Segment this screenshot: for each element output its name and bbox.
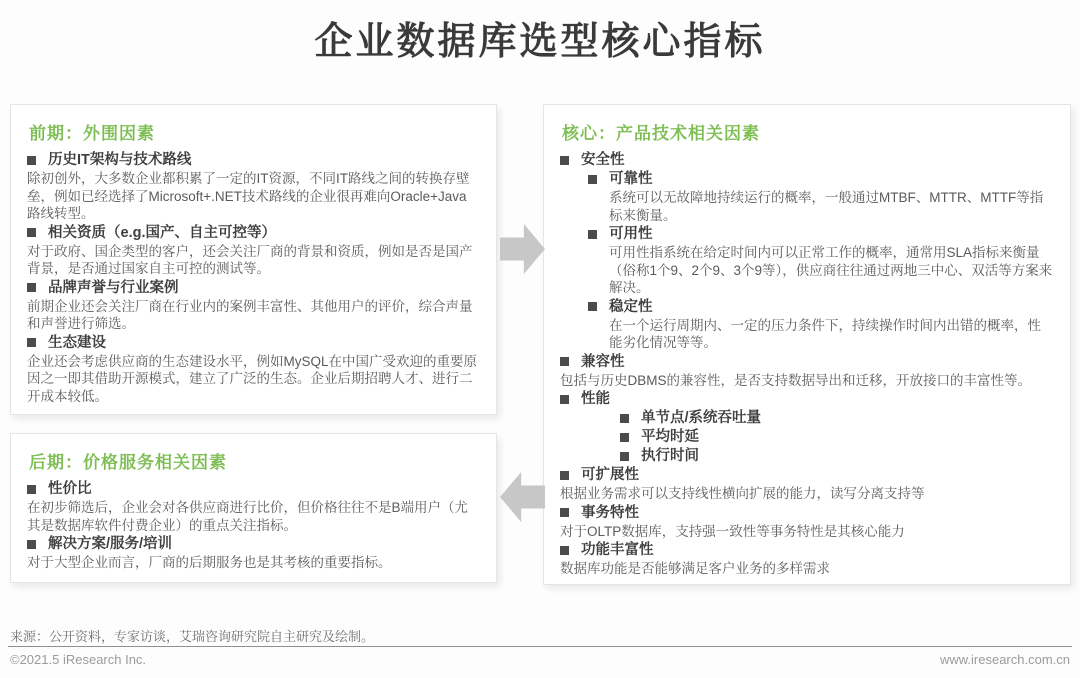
item-label: 稳定性 bbox=[609, 298, 653, 315]
item-label-row bbox=[27, 279, 480, 297]
item-label: 可用性 bbox=[609, 226, 653, 242]
item-description: 对于政府、国企类型的客户，还会关注厂商的背景和资质，例如是否是国产背景，是否通过国家自主可控的测试等。 bbox=[27, 243, 473, 276]
item-label: 解决方案/服务/培训 bbox=[48, 536, 173, 552]
post-phase-panel bbox=[10, 433, 497, 583]
square-bullet-icon bbox=[588, 302, 597, 311]
square-bullet-icon bbox=[560, 395, 569, 404]
item-label-row bbox=[588, 225, 1054, 243]
pre-phase-item-list bbox=[27, 151, 480, 405]
item-label: 历史IT架构与技术路线 bbox=[48, 152, 192, 168]
list-item bbox=[620, 409, 1054, 427]
square-bullet-icon bbox=[560, 471, 569, 480]
item-label-row bbox=[27, 535, 480, 553]
arrow-right-icon bbox=[500, 224, 545, 274]
item-description: 系统可以无故障地持续运行的概率，一般通过MTBF、MTTR、MTTF等指标来衡量。 bbox=[609, 190, 1044, 223]
item-label-row bbox=[560, 151, 1054, 169]
arrow-left-icon bbox=[500, 472, 545, 522]
item-label-row bbox=[620, 409, 1054, 427]
copyright-text: ©2021.5 iResearch Inc. bbox=[10, 652, 147, 667]
item-label-row bbox=[620, 428, 1054, 446]
item-description: 根据业务需求可以支持线性横向扩展的能力，读写分离支持等 bbox=[560, 486, 925, 501]
post-phase-header: 后期：价格服务相关因素 bbox=[29, 453, 227, 472]
list-item bbox=[560, 504, 1054, 541]
item-label: 平均时延 bbox=[641, 429, 699, 445]
list-item bbox=[27, 480, 480, 534]
item-label: 生态建设 bbox=[48, 334, 106, 351]
square-bullet-icon bbox=[27, 338, 36, 347]
item-label-row bbox=[560, 466, 1054, 484]
list-item bbox=[27, 224, 480, 278]
item-description: 可用性指系统在给定时间内可以正常工作的概率，通常用SLA指标来衡量（俗称1个9、2个9、3个9等），供应商往往通过两地三中心、双活等方案来解决。 bbox=[609, 245, 1053, 295]
list-item bbox=[560, 353, 1054, 390]
item-label: 相关资质（e.g.国产、自主可控等） bbox=[48, 224, 276, 241]
item-description: 包括与历史DBMS的兼容性，是否支持数据导出和迁移，开放接口的丰富性等。 bbox=[560, 372, 1032, 388]
item-label: 性能 bbox=[581, 391, 610, 407]
item-description: 对于大型企业而言，厂商的后期服务也是其考核的重要指标。 bbox=[27, 555, 392, 570]
square-bullet-icon bbox=[620, 414, 629, 423]
pre-phase-header: 前期：外围因素 bbox=[29, 124, 155, 143]
square-bullet-icon bbox=[588, 175, 597, 184]
item-label: 功能丰富性 bbox=[581, 542, 654, 558]
list-item bbox=[27, 334, 480, 406]
item-label: 可扩展性 bbox=[581, 467, 639, 483]
item-label-row bbox=[560, 390, 1054, 408]
item-label-row bbox=[588, 298, 1054, 316]
item-label-row bbox=[27, 224, 480, 242]
item-label: 品牌声誉与行业案例 bbox=[48, 279, 179, 296]
list-item bbox=[27, 279, 480, 333]
list-item bbox=[588, 225, 1054, 297]
item-description: 除初创外，大多数企业都积累了一定的IT资源，不同IT路线之间的转换存壁垒，例如已经选择了Microsoft+.NET技术路线的企业很再难向Oracle+Java路线转型。 bbox=[27, 171, 470, 221]
page-title: 企业数据库选型核心指标 bbox=[314, 21, 766, 63]
list-item bbox=[620, 447, 1054, 465]
footer-divider bbox=[8, 646, 1072, 647]
list-item bbox=[560, 541, 1054, 578]
core-factors-item-list bbox=[560, 151, 1054, 578]
source-note: 来源：公开资料，专家访谈，艾瑞咨询研究院自主研究及绘制。 bbox=[10, 629, 375, 644]
square-bullet-icon bbox=[560, 546, 569, 555]
item-description: 对于OLTP数据库，支持强一致性等事务特性是其核心能力 bbox=[560, 523, 905, 539]
item-label-row bbox=[27, 151, 480, 169]
item-label: 可靠性 bbox=[609, 171, 653, 187]
square-bullet-icon bbox=[560, 156, 569, 165]
item-label-row bbox=[588, 170, 1054, 188]
item-label-row bbox=[560, 353, 1054, 371]
item-description: 在初步筛选后，企业会对各供应商进行比价，但价格往往不是B端用户（尤其是数据库软件付费企业）的重点关注指标。 bbox=[27, 500, 469, 533]
item-label: 安全性 bbox=[581, 152, 625, 168]
list-item bbox=[560, 151, 1054, 169]
square-bullet-icon bbox=[560, 357, 569, 366]
item-description: 数据库功能是否能够满足客户业务的多样需求 bbox=[560, 561, 830, 576]
item-label: 执行时间 bbox=[641, 448, 699, 464]
square-bullet-icon bbox=[27, 283, 36, 292]
item-label-row bbox=[560, 541, 1054, 559]
item-label-row bbox=[27, 480, 480, 498]
list-item bbox=[27, 535, 480, 572]
item-label: 单节点/系统吞吐量 bbox=[641, 410, 762, 426]
list-item bbox=[588, 170, 1054, 224]
item-description: 在一个运行周期内、一定的压力条件下，持续操作时间内出错的概率，性能劣化情况等等。 bbox=[609, 317, 1041, 350]
square-bullet-icon bbox=[620, 433, 629, 442]
list-item bbox=[588, 298, 1054, 352]
item-label-row bbox=[620, 447, 1054, 465]
list-item bbox=[620, 428, 1054, 446]
post-phase-item-list bbox=[27, 480, 480, 572]
square-bullet-icon bbox=[27, 485, 36, 494]
square-bullet-icon bbox=[27, 228, 36, 237]
item-label-row bbox=[560, 504, 1054, 522]
pre-phase-panel bbox=[10, 104, 497, 415]
core-factors-panel bbox=[543, 104, 1071, 585]
item-label: 性价比 bbox=[48, 481, 92, 497]
website-text: www.iresearch.com.cn bbox=[939, 652, 1070, 667]
item-label-row bbox=[27, 334, 480, 352]
square-bullet-icon bbox=[620, 452, 629, 461]
list-item bbox=[27, 151, 480, 223]
list-item bbox=[560, 390, 1054, 408]
item-description: 企业还会考虑供应商的生态建设水平，例如MySQL在中国广受欢迎的重要原因之一即其借助开源模式，建立了广泛的生态。企业后期招聘人才、进行二开成本较低。 bbox=[27, 353, 478, 404]
square-bullet-icon bbox=[560, 508, 569, 517]
list-item bbox=[560, 466, 1054, 503]
item-label: 事务特性 bbox=[581, 504, 639, 521]
item-description: 前期企业还会关注厂商在行业内的案例丰富性、其他用户的评价，综合声量和声誉进行筛选。 bbox=[27, 298, 473, 331]
square-bullet-icon bbox=[588, 230, 597, 239]
core-factors-header: 核心：产品技术相关因素 bbox=[562, 124, 760, 143]
square-bullet-icon bbox=[27, 156, 36, 165]
square-bullet-icon bbox=[27, 540, 36, 549]
item-label: 兼容性 bbox=[581, 353, 625, 370]
